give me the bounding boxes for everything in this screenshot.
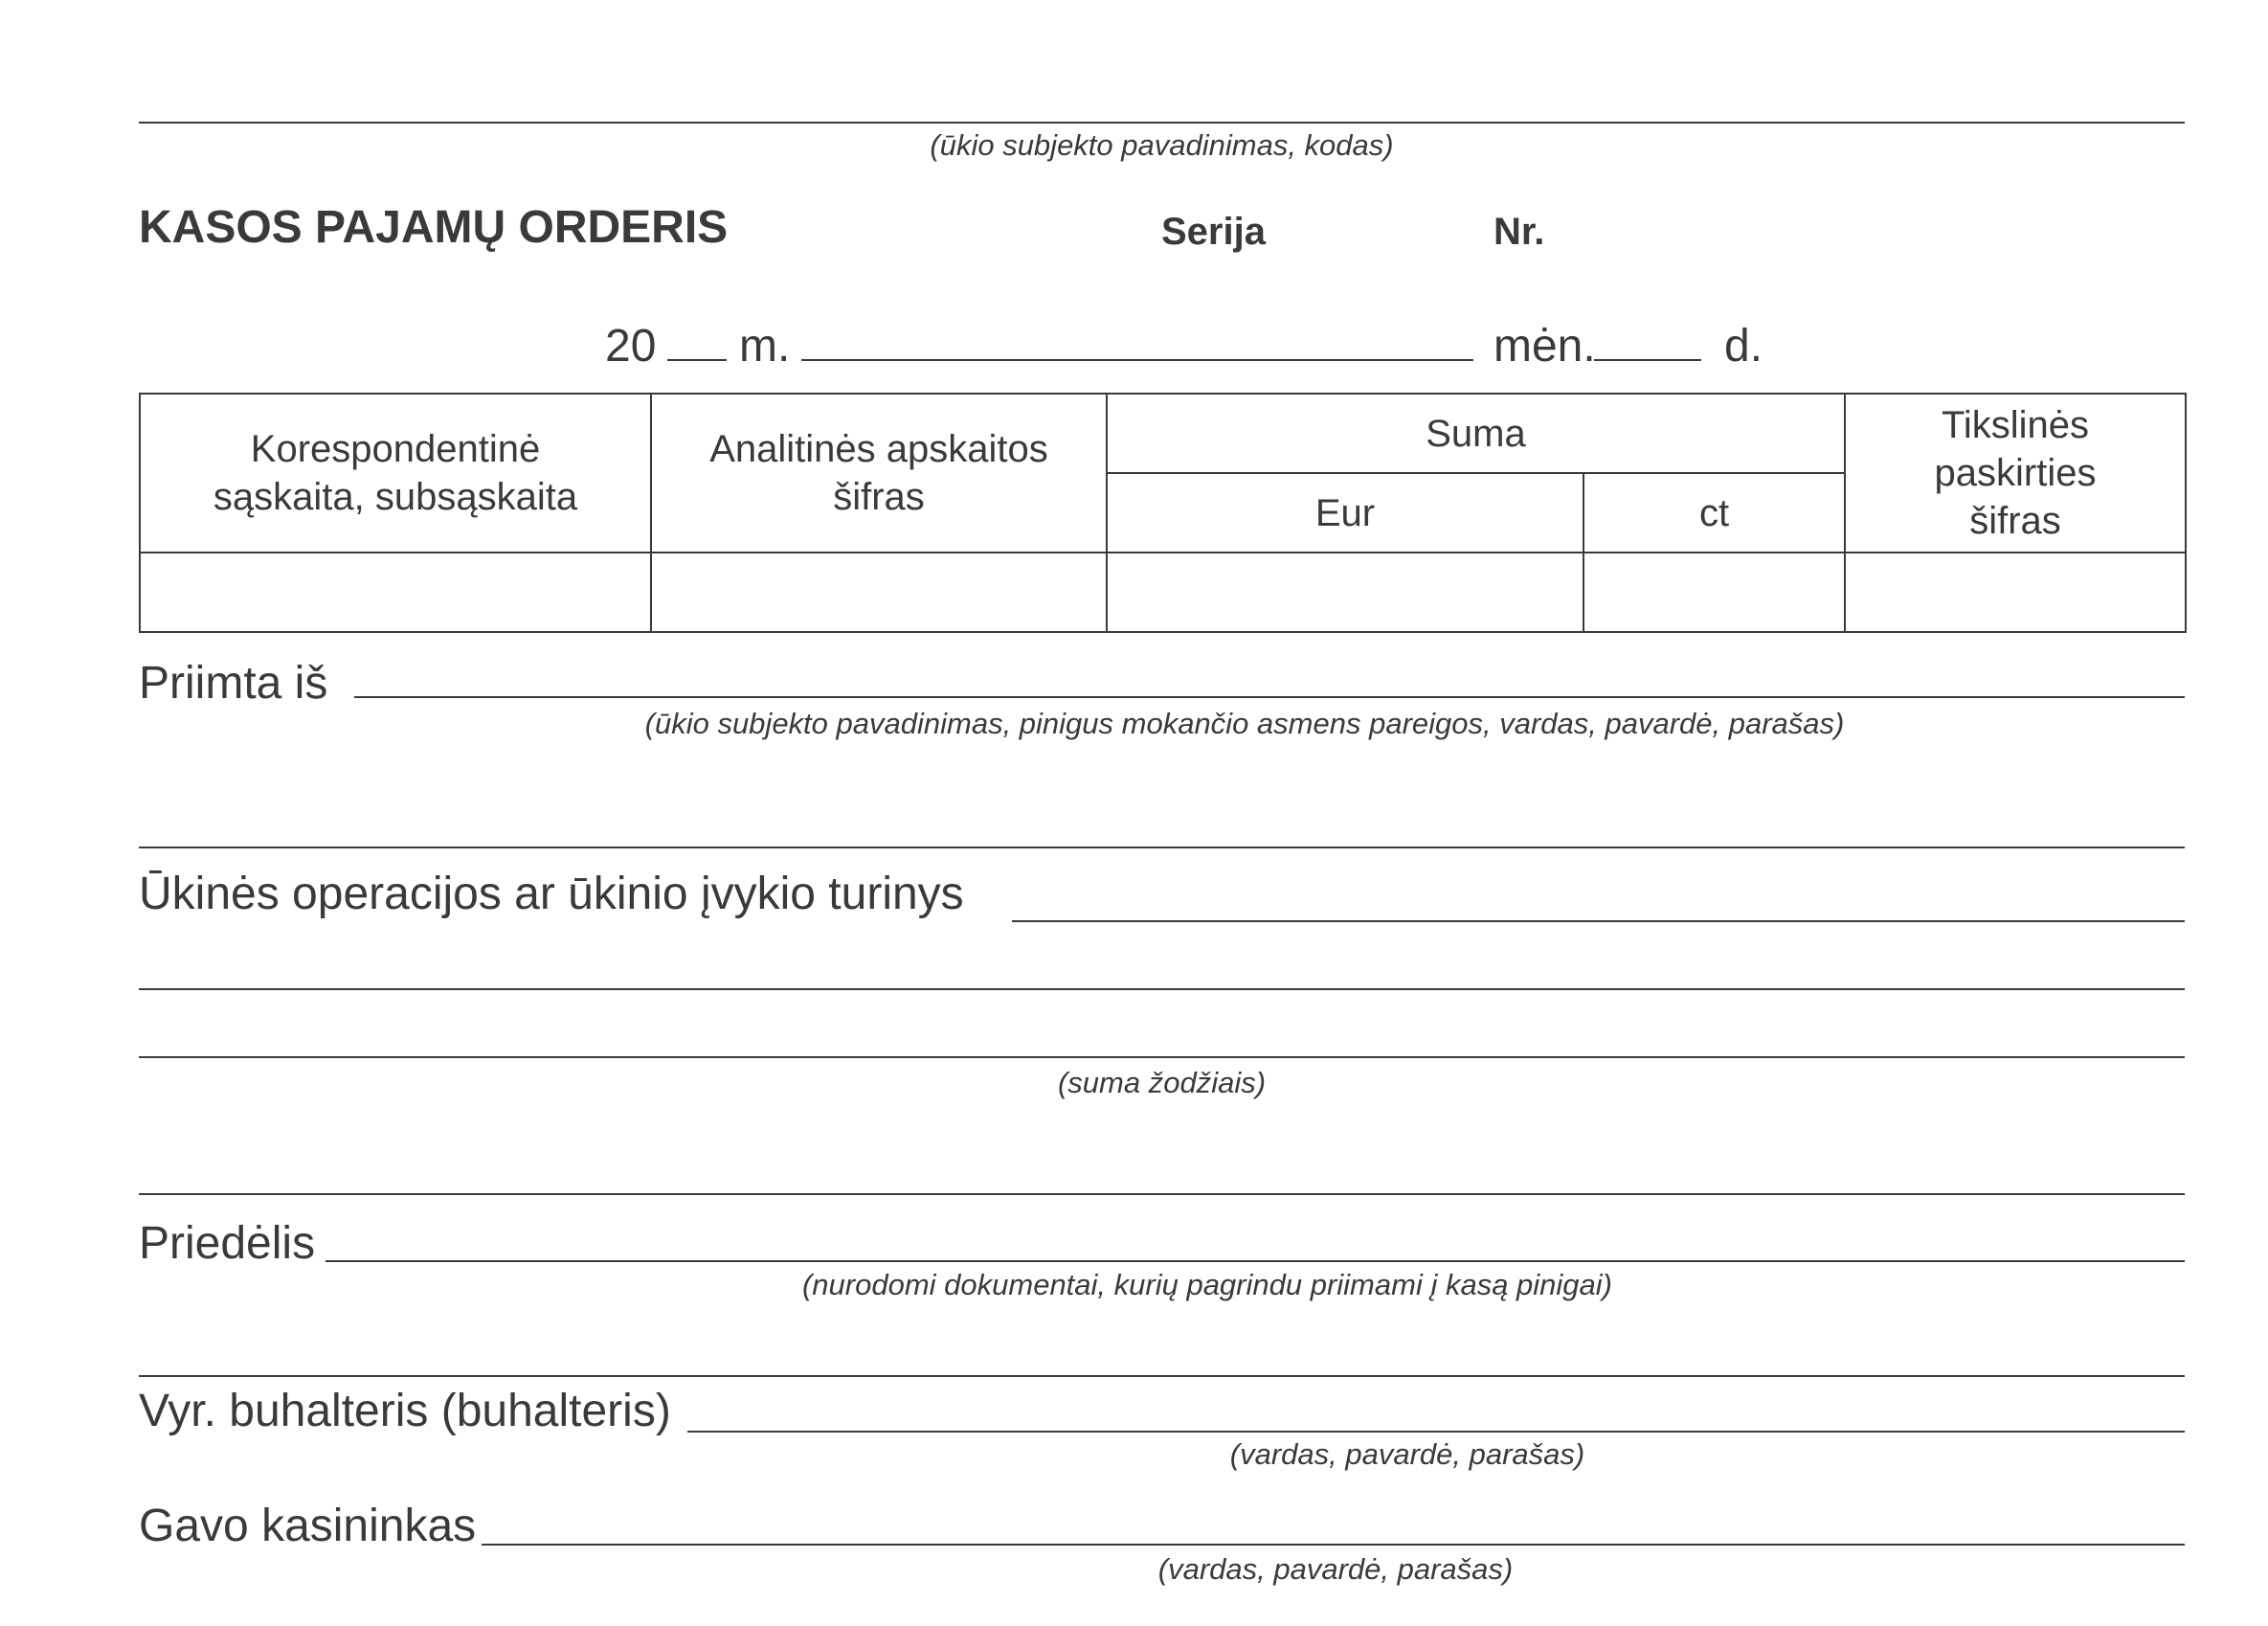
- operation-line-2[interactable]: [139, 988, 2185, 990]
- attachment-caption: (nurodomi dokumentai, kurių pagrindu priimami į kasą pinigai): [801, 1268, 1612, 1301]
- accountant-label: Vyr. buhalteris (buhalteris): [139, 1386, 671, 1436]
- cashier-field[interactable]: [482, 1544, 2185, 1546]
- cell-correspondent-account[interactable]: [140, 553, 651, 632]
- amount-words-caption: (suma žodžiais): [1057, 1066, 1267, 1099]
- day-field[interactable]: [1594, 359, 1701, 361]
- header-eur: Eur: [1107, 473, 1583, 553]
- accountant-field[interactable]: [687, 1431, 2185, 1433]
- entity-line[interactable]: [139, 122, 2185, 124]
- month-field[interactable]: [801, 359, 1473, 361]
- cell-eur[interactable]: [1107, 553, 1583, 632]
- cell-analytical-code[interactable]: [651, 553, 1107, 632]
- document-title: KASOS PAJAMŲ ORDERIS: [139, 202, 729, 253]
- received-from-label: Priimta iš: [139, 658, 328, 709]
- cell-ct[interactable]: [1583, 553, 1845, 632]
- entity-caption: (ūkio subjekto pavadinimas, kodas): [930, 128, 1394, 162]
- amount-words-line-2[interactable]: [139, 1193, 2185, 1195]
- received-from-line-2[interactable]: [139, 847, 2185, 848]
- header-analytical-code: Analitinės apskaitos šifras: [651, 394, 1107, 553]
- month-suffix: mėn.: [1493, 321, 1596, 372]
- cell-purpose-code[interactable]: [1845, 553, 2186, 632]
- operation-field[interactable]: [1012, 920, 2185, 922]
- day-suffix: d.: [1724, 321, 1763, 372]
- year-prefix: 20: [605, 321, 657, 372]
- attachment-line-2[interactable]: [139, 1375, 2185, 1377]
- series-label: Serija: [1161, 211, 1266, 253]
- accounting-table: [139, 393, 2187, 633]
- cashier-label: Gavo kasininkas: [139, 1501, 477, 1551]
- cashier-caption: (vardas, pavardė, parašas): [1157, 1552, 1514, 1586]
- received-from-caption: (ūkio subjekto pavadinimas, pinigus mokančio asmens pareigos, vardas, pavardė, parašas): [644, 707, 1845, 740]
- attachment-field[interactable]: [326, 1260, 2185, 1262]
- header-amount: Suma: [1107, 394, 1845, 473]
- received-from-field[interactable]: [354, 696, 2185, 698]
- year-suffix: m.: [739, 321, 791, 372]
- year-field[interactable]: [667, 359, 727, 361]
- header-ct: ct: [1583, 473, 1845, 553]
- header-purpose-code: Tikslinės paskirties šifras: [1845, 394, 2186, 553]
- header-correspondent-account: Korespondentinė sąskaita, subsąskaita: [140, 394, 651, 553]
- accountant-caption: (vardas, pavardė, parašas): [1229, 1437, 1585, 1471]
- amount-words-line[interactable]: [139, 1056, 2185, 1058]
- number-label: Nr.: [1493, 211, 1545, 253]
- operation-label: Ūkinės operacijos ar ūkinio įvykio turinys: [139, 869, 964, 919]
- attachment-label: Priedėlis: [139, 1218, 316, 1269]
